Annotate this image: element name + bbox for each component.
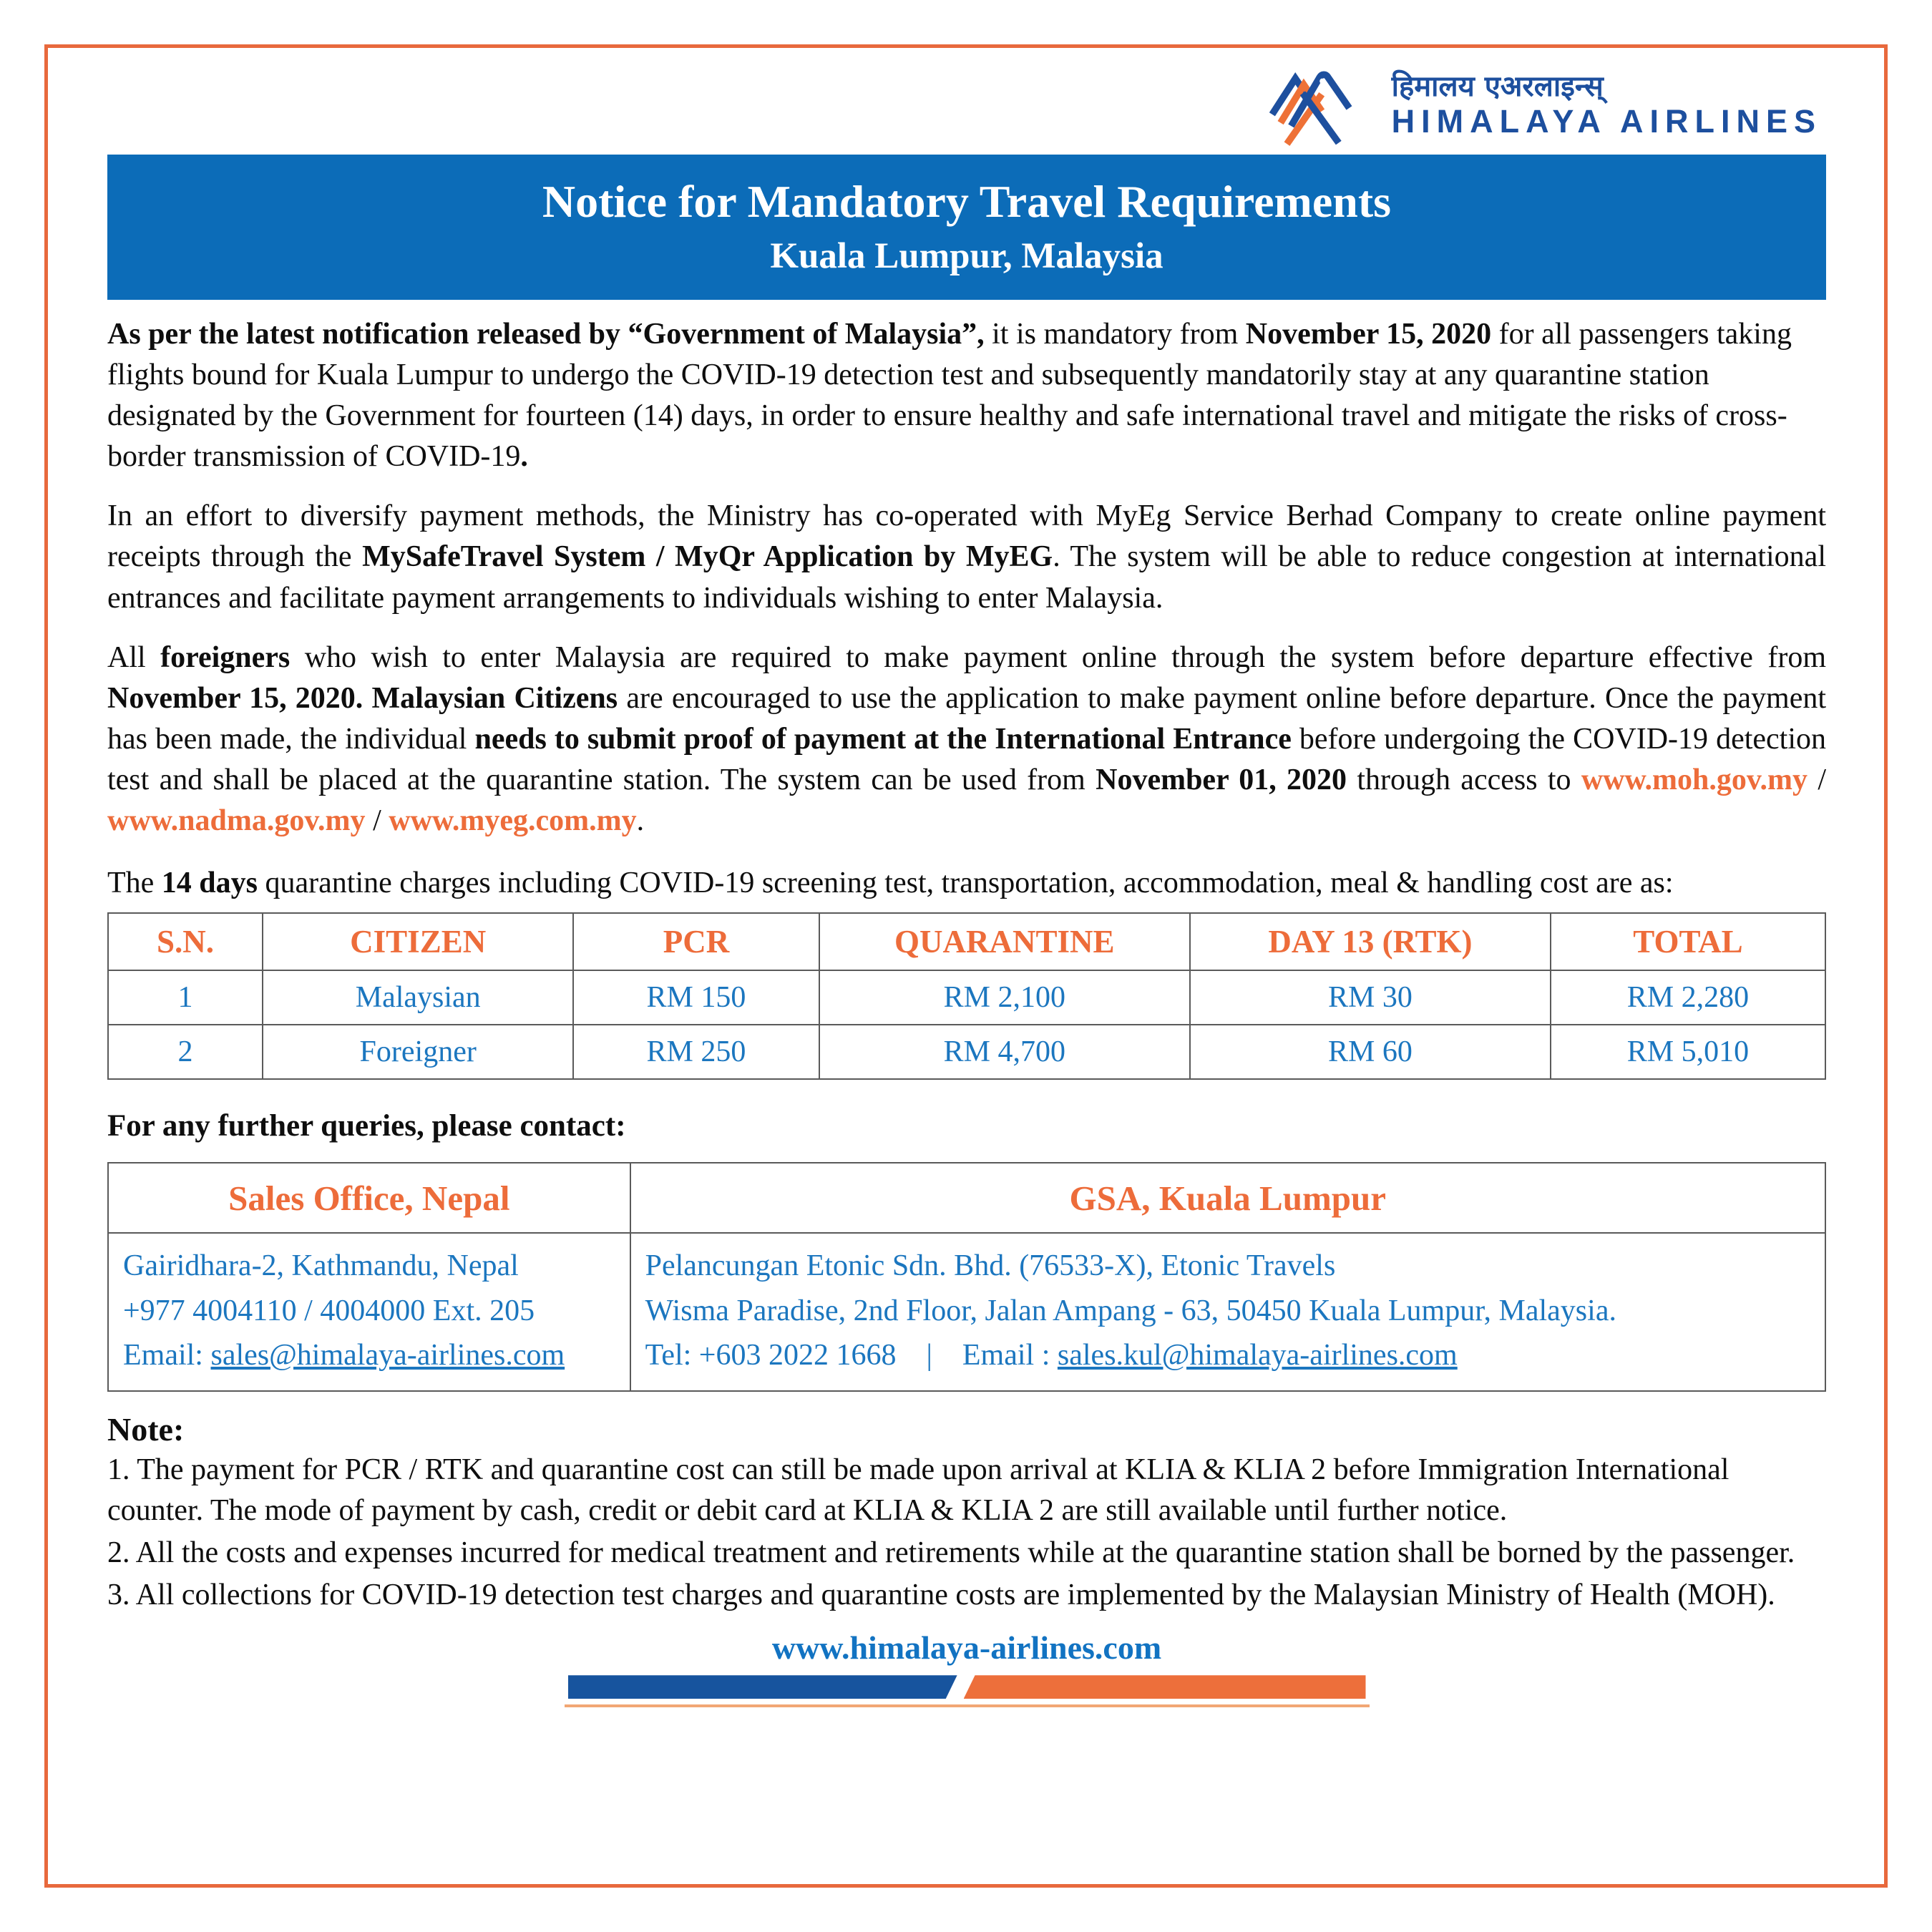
column-header-sales-office-nepal: Sales Office, Nepal [108, 1163, 630, 1233]
nepal-address: Gairidhara-2, Kathmandu, Nepal [123, 1249, 519, 1283]
text-segment: / [365, 804, 389, 838]
logo-wordmark: HIMALAYA AIRLINES [1391, 103, 1822, 140]
footer-bar-blue-segment [568, 1675, 957, 1699]
nepal-phone: +977 4004110 / 4004000 Ext. 205 [123, 1294, 535, 1327]
email-label: Email : [962, 1338, 1058, 1372]
text-segment: are encouraged to use the application to make payment online before departure. Once the payment has been made, the individual [107, 681, 1827, 756]
nepal-email-link[interactable]: sales@himalaya-airlines.com [210, 1338, 565, 1372]
column-header-pcr: PCR [573, 913, 819, 970]
text-segment: . The system will be able to reduce congestion at international entrances and facilitate payment arrangements to individuals wishing to enter Malaysia. [107, 540, 1826, 615]
cell-sn: 1 [108, 970, 263, 1025]
cell-citizen: Foreigner [263, 1025, 573, 1079]
quarantine-charges-table [107, 912, 1826, 1080]
title-banner [107, 155, 1826, 300]
text-segment: quarantine charges including COVID-19 screening test, transportation, accommodation, meal & handling cost are as: [258, 867, 1674, 900]
logo-devanagari-text: हिमालय एअरलाइन्स् [1391, 70, 1604, 103]
email-label: Email: [123, 1338, 211, 1372]
text-segment: before undergoing the COVID-19 detection test and shall be placed at the quarantine station. The system can be used from [107, 722, 1826, 797]
cell-pcr: RM 250 [573, 1025, 819, 1079]
kl-company: Pelancungan Etonic Sdn. Bhd. (76533-X), Etonic Travels [645, 1249, 1336, 1283]
cell-pcr: RM 150 [573, 970, 819, 1025]
contact-header-row [108, 1163, 1825, 1233]
cell-quarantine: RM 2,100 [819, 970, 1190, 1025]
column-header-sn: S.N. [108, 913, 263, 970]
text-segment: As per the latest notification released by “Government of Malaysia”, [107, 317, 992, 351]
header [107, 66, 1826, 146]
footer-bar-orange-segment [964, 1675, 1366, 1699]
link-moh-gov-my[interactable]: www.moh.gov.my [1581, 763, 1808, 797]
foreigners-payment-paragraph [107, 638, 1826, 842]
contact-body-row [108, 1233, 1825, 1390]
cell-total: RM 2,280 [1551, 970, 1825, 1025]
text-segment: The [107, 867, 162, 900]
text-segment: who wish to enter Malaysia are required to make payment online through the system before departure effective from [290, 640, 1826, 674]
text-segment: In an effort to diversify payment methods, the Ministry has co-operated with MyEg Service Berhad Company to create online payment receipts through the [107, 499, 1826, 574]
kl-tel-email-line [645, 1333, 1810, 1377]
footer-underline [565, 1704, 1370, 1707]
himalaya-airlines-logo-icon [1253, 64, 1373, 148]
note-item-3: 3. All collections for COVID-19 detection test charges and quarantine costs are implemented by the Malaysian Ministry of Health (MOH). [107, 1579, 1775, 1612]
text-segment: November 15, 2020. Malaysian Citizens [107, 681, 618, 715]
cell-citizen: Malaysian [263, 970, 573, 1025]
column-header-citizen: CITIZEN [263, 913, 573, 970]
link-nadma-gov-my[interactable]: www.nadma.gov.my [107, 804, 366, 838]
kl-address: Wisma Paradise, 2nd Floor, Jalan Ampang - 63, 50450 Kuala Lumpur, Malaysia. [645, 1294, 1616, 1327]
text-segment: it is mandatory from [992, 317, 1246, 351]
page-title: Notice for Mandatory Travel Requirements [542, 176, 1392, 227]
cell-day13-rtk: RM 60 [1190, 1025, 1551, 1079]
note-title: Note: [107, 1410, 185, 1448]
page-subtitle: Kuala Lumpur, Malaysia [770, 236, 1163, 277]
text-segment: All [107, 640, 161, 674]
text-segment: 14 days [161, 867, 258, 900]
text-segment: . [636, 804, 645, 838]
logo-text-block [1392, 71, 1822, 141]
text-segment: through access to [1347, 763, 1581, 797]
column-header-day13-rtk: DAY 13 (RTK) [1190, 913, 1551, 970]
table-row [108, 1025, 1825, 1079]
text-segment: foreigners [160, 640, 291, 674]
link-myeg-com-my[interactable]: www.myeg.com.my [389, 804, 637, 838]
page-content [107, 66, 1826, 1707]
kl-email-link[interactable]: sales.kul@himalaya-airlines.com [1057, 1338, 1458, 1372]
footer-brand-bar [568, 1675, 1366, 1699]
column-header-gsa-kuala-lumpur: GSA, Kuala Lumpur [630, 1163, 1825, 1233]
text-segment: / [1807, 763, 1826, 797]
note-item-2: 2. All the costs and expenses incurred for medical treatment and retirements while at the quarantine station shall be borned by the passenger. [107, 1536, 1795, 1570]
text-segment: November 15, 2020 [1245, 317, 1492, 351]
charges-intro-paragraph [107, 863, 1826, 904]
cell-day13-rtk: RM 30 [1190, 970, 1551, 1025]
column-header-total: TOTAL [1551, 913, 1825, 970]
kl-office-cell [630, 1233, 1825, 1390]
separator-pipe: | [926, 1338, 932, 1372]
intro-paragraph [107, 314, 1826, 477]
kl-telephone: Tel: +603 2022 1668 [645, 1338, 897, 1372]
nepal-office-cell [108, 1233, 630, 1390]
contact-table [107, 1162, 1826, 1391]
charges-header-row [108, 913, 1825, 970]
text-segment: MySafeTravel System / MyQr Application by MyEG [362, 540, 1053, 574]
cell-total: RM 5,010 [1551, 1025, 1825, 1079]
contact-heading: For any further queries, please contact: [107, 1109, 626, 1143]
text-segment: for all passengers taking flights bound for Kuala Lumpur to undergo the COVID-19 detection test and subsequently mandatorily stay at any quarantine station designated by the Government for fourteen (14) days, in order to ensure healthy and safe international travel and mitigate the risks of cross-border transmission of COVID-19 [107, 317, 1792, 474]
payment-methods-paragraph [107, 496, 1826, 618]
note-item-1: 1. The payment for PCR / RTK and quarantine cost can still be made upon arrival at KLIA & KLIA 2 before Immigration International counter. The mode of payment by cash, credit or debit card at KLIA & KLIA 2 are still available until further notice. [107, 1453, 1729, 1527]
nepal-email-line [123, 1333, 615, 1377]
text-segment: . [520, 440, 528, 474]
text-segment: needs to submit proof of payment at the International Entrance [474, 722, 1292, 756]
text-segment: November 01, 2020 [1096, 763, 1347, 797]
table-row [108, 970, 1825, 1025]
footer-website-link[interactable]: www.himalaya-airlines.com [771, 1629, 1162, 1667]
cell-sn: 2 [108, 1025, 263, 1079]
cell-quarantine: RM 4,700 [819, 1025, 1190, 1079]
column-header-quarantine: QUARANTINE [819, 913, 1190, 970]
